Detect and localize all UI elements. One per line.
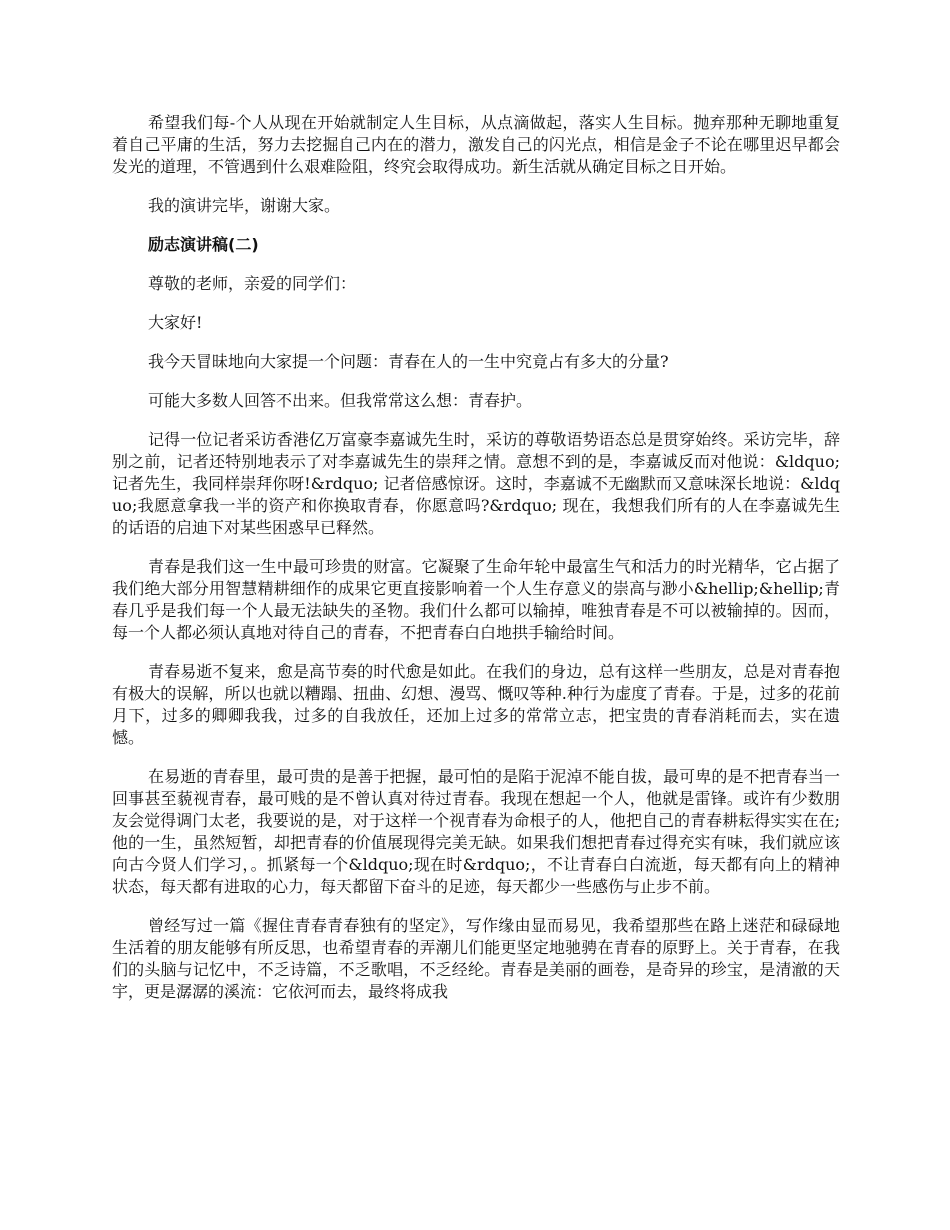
paragraph-salutation: 尊敬的老师，亲爱的同学们： [148, 274, 357, 293]
paragraph-greeting: 大家好! [148, 313, 203, 332]
document-page [112, 112, 840, 1020]
paragraph-closing: 我的演讲完毕，谢谢大家。 [148, 196, 341, 215]
paragraph-lei-feng: 在易逝的青春里，最可贵的是善于把握，最可怕的是陷于泥淖不能自拔，最可卑的是不把青春当一回事甚至藐视青春，最可贱的是不曾认真对待过青春。我现在想起一个人，他就是雷锋。或许有少数朋友会觉得调门太老，我要说的是，对于这样一个视青春为命根子的人，他把自己的青春耕耘得实实在在;他的一生，虽然短暂，却把青春的价值展现得完美无缺。如果我们想把青春过得充实有味，我们就应该向古今贤人们学习，。抓紧每一个&ldquo;现在时&rdquo;，不让青春白白流逝，每天都有向上的精神状态，每天都有进取的心力，每天都留下奋斗的足迹，每天都少一些感伤与止步不前。 [112, 767, 840, 896]
paragraph-li-ka-shing: 记得一位记者采访香港亿万富豪李嘉诚先生时，采访的尊敬语势语态总是贯穿始终。采访完毕，辞别之前，记者还特别地表示了对李嘉诚先生的崇拜之情。意想不到的是，李嘉诚反而对他说：&ldquo;记者先生，我同样崇拜你呀!&rdquo; 记者倍感惊讶。这时，李嘉诚不无幽默而又意味深长地说：&ldquo;我愿意拿我一半的资产和你换取青春，你愿意吗?&rdquo; 现在，我想我们所有的人在李嘉诚先生的话语的启迪下对某些困惑早已释然。 [112, 430, 840, 537]
paragraph-essay: 曾经写过一篇《握住青春青春独有的坚定》，写作缘由显而易见，我希望那些在路上迷茫和碌碌地生活着的朋友能够有所反思，也希望青春的弄潮儿们能更坚定地驰骋在青春的原野上。关于青春，在我们的头脑与记忆中，不乏诗篇，不乏歌唱，不乏经纶。青春是美丽的画卷，是奇异的珍宝，是清澈的天宇，更是潺潺的溪流：它依河而去，最终将成我 [112, 916, 840, 1001]
paragraph-youth-treasure: 青春是我们这一生中最可珍贵的财富。它凝聚了生命年轮中最富生气和活力的时光精华，它占据了我们绝大部分用智慧精耕细作的成果它更直接影响着一个人生存意义的崇高与渺小&hellip;&hellip;青春几乎是我们每一个人最无法缺失的圣物。我们什么都可以输掉，唯独青春是不可以被输掉的。因而，每一个人都必须认真地对待自己的青春，不把青春白白地拱手输给时间。 [112, 557, 840, 642]
section-heading: 励志演讲稿(二) [148, 235, 259, 254]
paragraph-goal-setting: 希望我们每-个人从现在开始就制定人生目标，从点滴做起，落实人生目标。抛弃那种无聊地重复着自己平庸的生活，努力去挖掘自己内在的潜力，激发自己的闪光点，相信是金子不论在哪里迟早都会发光的道理，不管遇到什么艰难险阻，终究会取得成功。新生活就从确定目标之日开始。 [112, 113, 840, 176]
paragraph-answer: 可能大多数人回答不出来。但我常常这么想：青春护。 [148, 391, 533, 410]
paragraph-youth-fleeting: 青春易逝不复来，愈是高节奏的时代愈是如此。在我们的身边，总有这样一些朋友，总是对青春抱有极大的误解，所以也就以糟蹋、扭曲、幻想、漫骂、慨叹等种.种行为虚度了青春。于是，过多的花前月下，过多的卿卿我我，过多的自我放任，还加上过多的常常立志，把宝贵的青春消耗而去，实在遗憾。 [112, 662, 840, 747]
paragraph-question: 我今天冒昧地向大家提一个问题：青春在人的一生中究竟占有多大的分量? [148, 352, 669, 371]
